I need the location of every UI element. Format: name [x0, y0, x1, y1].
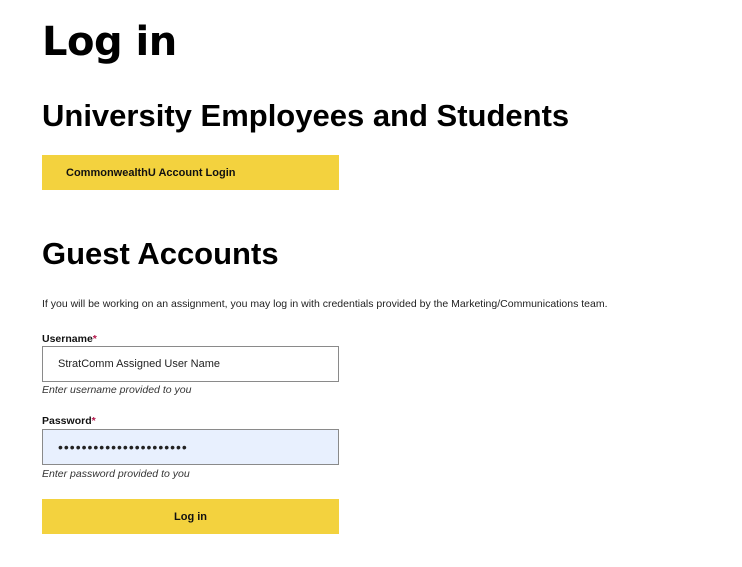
- password-label-text: Password: [42, 415, 92, 427]
- password-hint: Enter password provided to you: [42, 468, 190, 480]
- required-marker: *: [91, 415, 96, 427]
- password-field[interactable]: [42, 429, 339, 465]
- password-label: [42, 415, 96, 428]
- username-field[interactable]: [42, 346, 339, 382]
- required-marker: *: [92, 333, 97, 345]
- username-label: [42, 333, 97, 346]
- log-in-button[interactable]: [42, 499, 339, 534]
- guest-intro-text: If you will be working on an assignment, you may log in with credentials provided by the Marketing/Communications team.: [42, 298, 608, 310]
- page-title: Log in: [42, 19, 177, 65]
- username-hint: Enter username provided to you: [42, 384, 192, 396]
- guest-section-heading: Guest Accounts: [42, 236, 279, 271]
- university-section-heading: University Employees and Students: [42, 98, 570, 133]
- commonwealthu-login-button[interactable]: [42, 155, 339, 190]
- username-label-text: Username: [42, 333, 93, 345]
- sso-button-label: CommonwealthU Account Login: [66, 166, 236, 179]
- log-in-button-label: Log in: [174, 510, 207, 523]
